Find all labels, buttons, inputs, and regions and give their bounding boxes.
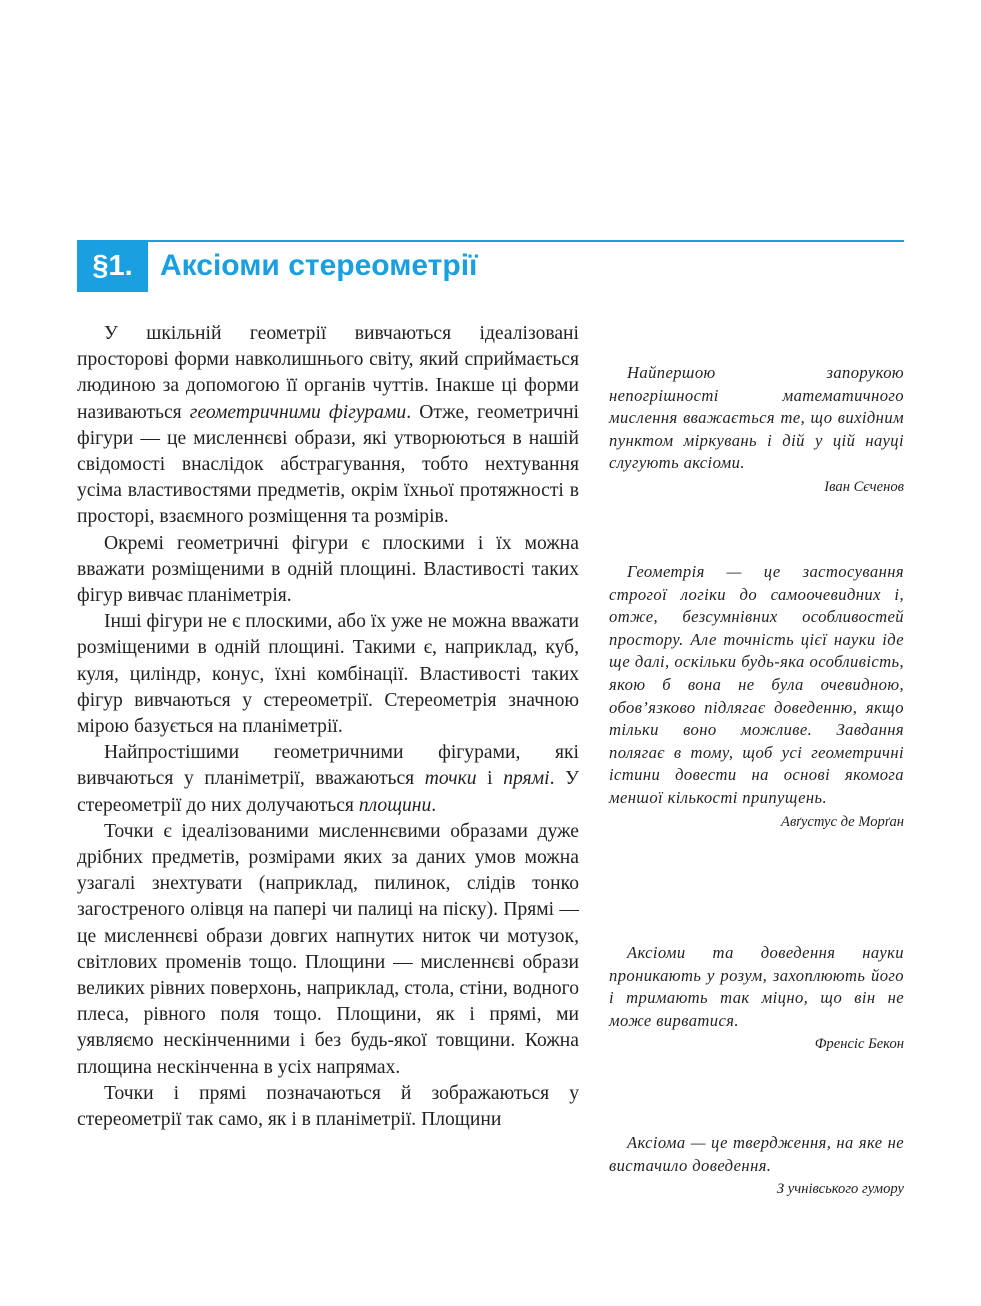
term-lines: прямі: [503, 768, 550, 790]
main-text: [77, 321, 579, 1133]
section-number: §1.: [77, 240, 148, 292]
paragraph-1: У шкільній геометрії вивчаються ідеалізовані просторові форми навколишнього світу, який сприймається людиною за допомогою її органів чуттів. Інакше ці форми називаються геометричними фігурами. Отже, геометричні фігури — це мисленнєві образи, які утворюються в нашій свідомості внаслідок абстрагування, тобто нехтування усіма властивостями предметів, окрім їхньої протяжності в просторі, взаємного розміщення та розмірів.: [77, 323, 580, 528]
quote-4: [609, 1132, 904, 1199]
paragraph-5: Точки є ідеалізованими мисленнєвими образами дуже дрібних предметів, розмірами яких за даних умов можна узагалі знехтувати (наприклад, пилинок, слідів тонко загостреного олівця на папері чи палиці на піску). Прямі — це мисленнєві образи довгих напнутих ниток чи мотузок, світлових променів тощо. Площини — мисленнєві образи великих рівних поверхонь, наприклад, стола, стіни, водного плеса, рівного поля тощо. Площини, як і прямі, ми уявляємо нескінченними і без будь-якої товщини. Кожна площина нескінченна в усіх напрямах.: [77, 820, 579, 1078]
term-points: точки: [424, 768, 477, 790]
quote-author: Іван Сєченов: [824, 478, 904, 495]
quote-text: Аксіома — це твердження, на яке не вистачило доведення.: [609, 1133, 904, 1175]
paragraph-6: Точки і прямі позначаються й зображаються у стереометрії так само, як і в планіметрії. Площини: [77, 1082, 579, 1131]
paragraph-2: Окремі геометричні фігури є плоскими і їх можна вважати розміщеними в одній площині. Властивості таких фігур вивчає планіметрія.: [77, 532, 579, 607]
section-title: Аксіоми стереометрії: [160, 249, 478, 282]
quote-2: [609, 561, 904, 832]
paragraph-3: Інші фігури не є плоскими, або їх уже не можна вважати розміщеними в одній площині. Такими є, наприклад, куб, куля, циліндр, конус, їхні комбінації. Властивості таких фігур вивчаються у стереометрії. Стереометрія значною мірою базується на планіметрії.: [77, 611, 579, 738]
term-geometric-figures: геометричними фігурами: [189, 401, 407, 423]
quote-text: Найпершою запорукою непогрішності математичного мислення вважається те, що вихідним пунктом міркувань і дій у цій науці слугують аксіоми.: [609, 363, 904, 473]
quote-text: Аксіоми та доведення науки проникають у розум, захоплюють його і тримають так міцно, що він не може вирватися.: [609, 943, 904, 1030]
header-rule: [77, 240, 904, 242]
quote-3: [609, 942, 904, 1054]
quote-author: Авґустус де Морґан: [781, 813, 904, 830]
quote-1: [609, 362, 904, 497]
paragraph-4: Найпростішими геометричними фігурами, які вивчаються у планіметрії, вважаються точки і прямі. У стереометрії до них долучаються площини.: [77, 742, 580, 816]
term-planes: площини: [358, 794, 432, 816]
quote-author: Френсіс Бекон: [814, 1036, 904, 1053]
quote-author: З учнівського гумору: [776, 1181, 904, 1198]
quote-text: Геометрія — це застосування строгої логіки до самоочевидних і, отже, безсумнівних особливостей простору. Але точність цієї науки іде ще далі, оскільки будь-яка особливість, якою б вона не була очевидною, обов’язково підлягає доведенню, якщо тільки воно можливе. Завдання полягає в тому, щоб усі геометричні істини довести на основі якомога меншої кількості припущень.: [609, 562, 904, 807]
